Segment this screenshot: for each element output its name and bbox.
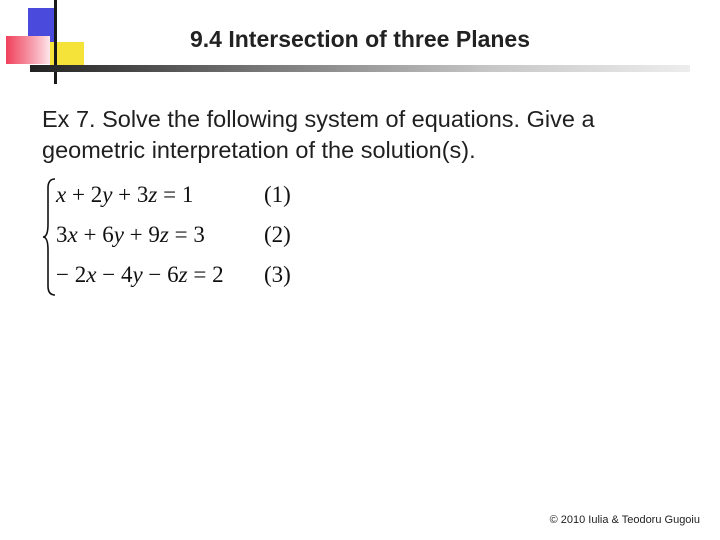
copyright-footer: © 2010 Iulia & Teodoru Gugoiu <box>549 514 700 526</box>
slide-logo <box>0 0 90 85</box>
equation-system <box>42 176 342 298</box>
equation-1-text: x + 2y + 3z = 1 <box>56 182 194 207</box>
equation-1-number: (1) <box>264 182 291 207</box>
title-divider <box>30 65 690 72</box>
logo-red-square <box>6 36 50 64</box>
equation-3-text: − 2x − 4y − 6z = 2 <box>56 262 224 287</box>
equation-2-text: 3x + 6y + 9z = 3 <box>56 222 205 247</box>
equation-3-number: (3) <box>264 262 291 287</box>
equation-2-number: (2) <box>264 222 291 247</box>
slide-title: 9.4 Intersection of three Planes <box>190 26 531 52</box>
problem-statement: Ex 7. Solve the following system of equations. Give a geometric interpretation of the solution(s). <box>42 106 595 163</box>
